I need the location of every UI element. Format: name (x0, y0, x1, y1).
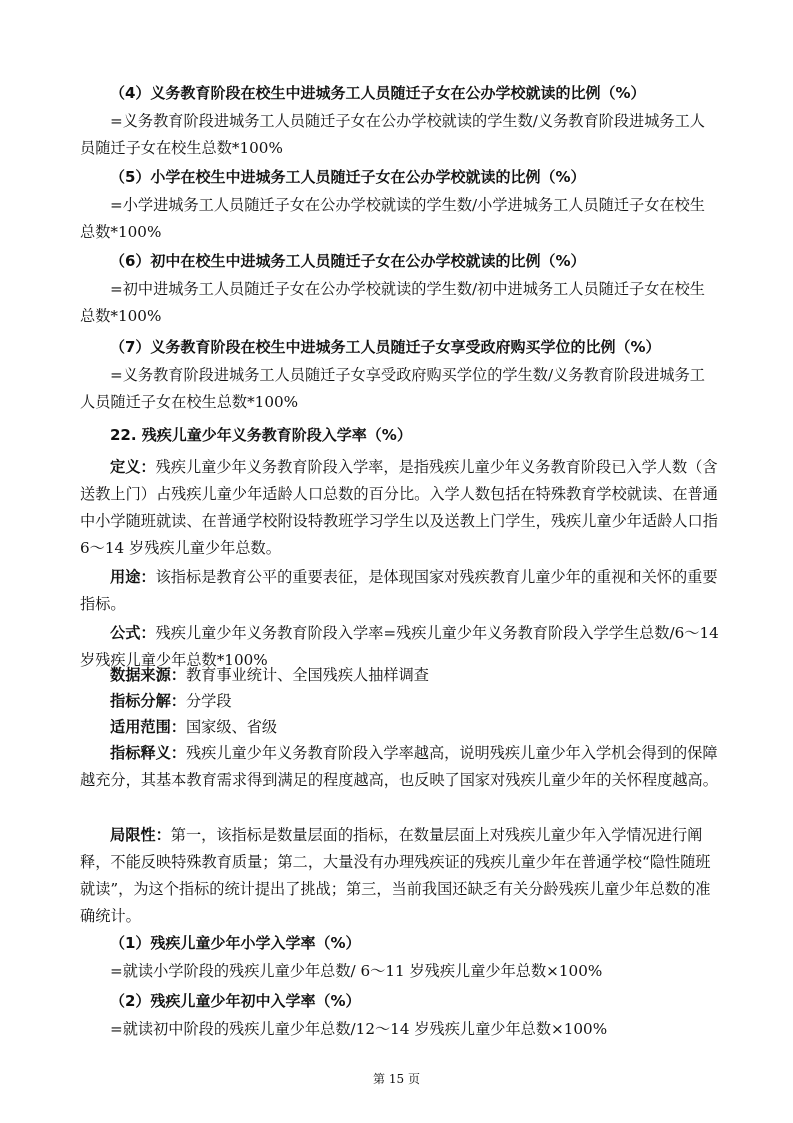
item-5-formula: =小学进城务工人员随迁子女在公办学校就读的学生数/小学进城务工人员随迁子女在校生总数*100% (80, 196, 705, 241)
item-4-heading: （4）义务教育阶段在校生中进城务工人员随迁子女在公办学校就读的比例（%） (110, 84, 646, 102)
sub-2-formula: =就读初中阶段的残疾儿童少年总数/12～14 岁残疾儿童少年总数×100% (110, 1020, 608, 1038)
page-number: 第 15 页 (373, 1072, 420, 1086)
breakdown-text: 分学段 (185, 692, 232, 710)
breakdown-label: 指标分解： (110, 692, 186, 710)
item-4-formula: =义务教育阶段进城务工人员随迁子女在公办学校就读的学生数/义务教育阶段进城务工人员随迁子女在校生总数*100% (80, 112, 705, 157)
item-7-heading: （7）义务教育阶段在校生中进城务工人员随迁子女享受政府购买学位的比例（%） (110, 338, 661, 356)
limitation-label: 局限性： (110, 826, 171, 844)
scope-text: 国家级、省级 (185, 718, 278, 736)
item-6-heading: （6）初中在校生中进城务工人员随迁子女在公办学校就读的比例（%） (110, 252, 586, 270)
source-label: 数据来源： (110, 666, 186, 684)
interpretation-text: 残疾儿童少年义务教育阶段入学率越高，说明残疾儿童少年入学机会得到的保障越充分，其基本教育需求得到满足的程度越高，也反映了国家对残疾儿童少年的关怀程度越高。 (80, 744, 718, 789)
formula-label: 公式： (110, 624, 156, 642)
item-5-heading: （5）小学在校生中进城务工人员随迁子女在公办学校就读的比例（%） (110, 168, 586, 186)
limitation-text: 第一，该指标是数量层面的指标，在数量层面上对残疾儿童少年入学情况进行阐释，不能反映特殊教育质量；第二，大量没有办理残疾证的残疾儿童少年在普通学校“隐性随班就读”，为这个指标的统计提出了挑战；第三，当前我国还缺乏有关分龄残疾儿童少年总数的准确统计。 (80, 826, 711, 925)
sub-2-heading: （2）残疾儿童少年初中入学率（%） (110, 992, 361, 1010)
formula-text: 残疾儿童少年义务教育阶段入学率=残疾儿童少年义务教育阶段入学学生总数/6～14 岁残疾儿童少年总数*100% (80, 624, 719, 669)
definition-paragraph (80, 454, 720, 562)
interpretation-label: 指标释义： (110, 744, 186, 762)
item-6-formula: =初中进城务工人员随迁子女在公办学校就读的学生数/初中进城务工人员随迁子女在校生总数*100% (80, 280, 705, 325)
item-7-formula: =义务教育阶段进城务工人员随迁子女享受政府购买学位的学生数/义务教育阶段进城务工人员随迁子女在校生总数*100% (80, 366, 705, 411)
definition-text: 残疾儿童少年义务教育阶段入学率，是指残疾儿童少年义务教育阶段已入学人数（含送教上门）占残疾儿童少年适龄人口总数的百分比。入学人数包括在特殊教育学校就读、在普通中小学随班就读、在普通学校附设特教班学习学生以及送教上门学生，残疾儿童少年适龄人口指 6～14 岁残疾儿童少年总数。 (80, 458, 718, 557)
usage-paragraph (80, 564, 720, 618)
breakdown-paragraph (80, 688, 720, 715)
interpretation-paragraph (80, 740, 720, 794)
scope-paragraph (80, 714, 720, 741)
scope-label: 适用范围： (110, 718, 186, 736)
sub-1-heading: （1）残疾儿童少年小学入学率（%） (110, 934, 361, 952)
usage-label: 用途： (110, 568, 156, 586)
sub-1-formula: =就读小学阶段的残疾儿童少年总数/ 6～11 岁残疾儿童少年总数×100% (110, 962, 603, 980)
source-paragraph (80, 662, 720, 689)
usage-text: 该指标是教育公平的重要表征，是体现国家对残疾教育儿童少年的重视和关怀的重要指标。 (80, 568, 718, 613)
section-title: 22. 残疾儿童少年义务教育阶段入学率（%） (110, 426, 412, 444)
source-text: 教育事业统计、全国残疾人抽样调查 (185, 666, 429, 684)
definition-label: 定义： (110, 458, 156, 476)
limitation-paragraph (80, 822, 720, 930)
